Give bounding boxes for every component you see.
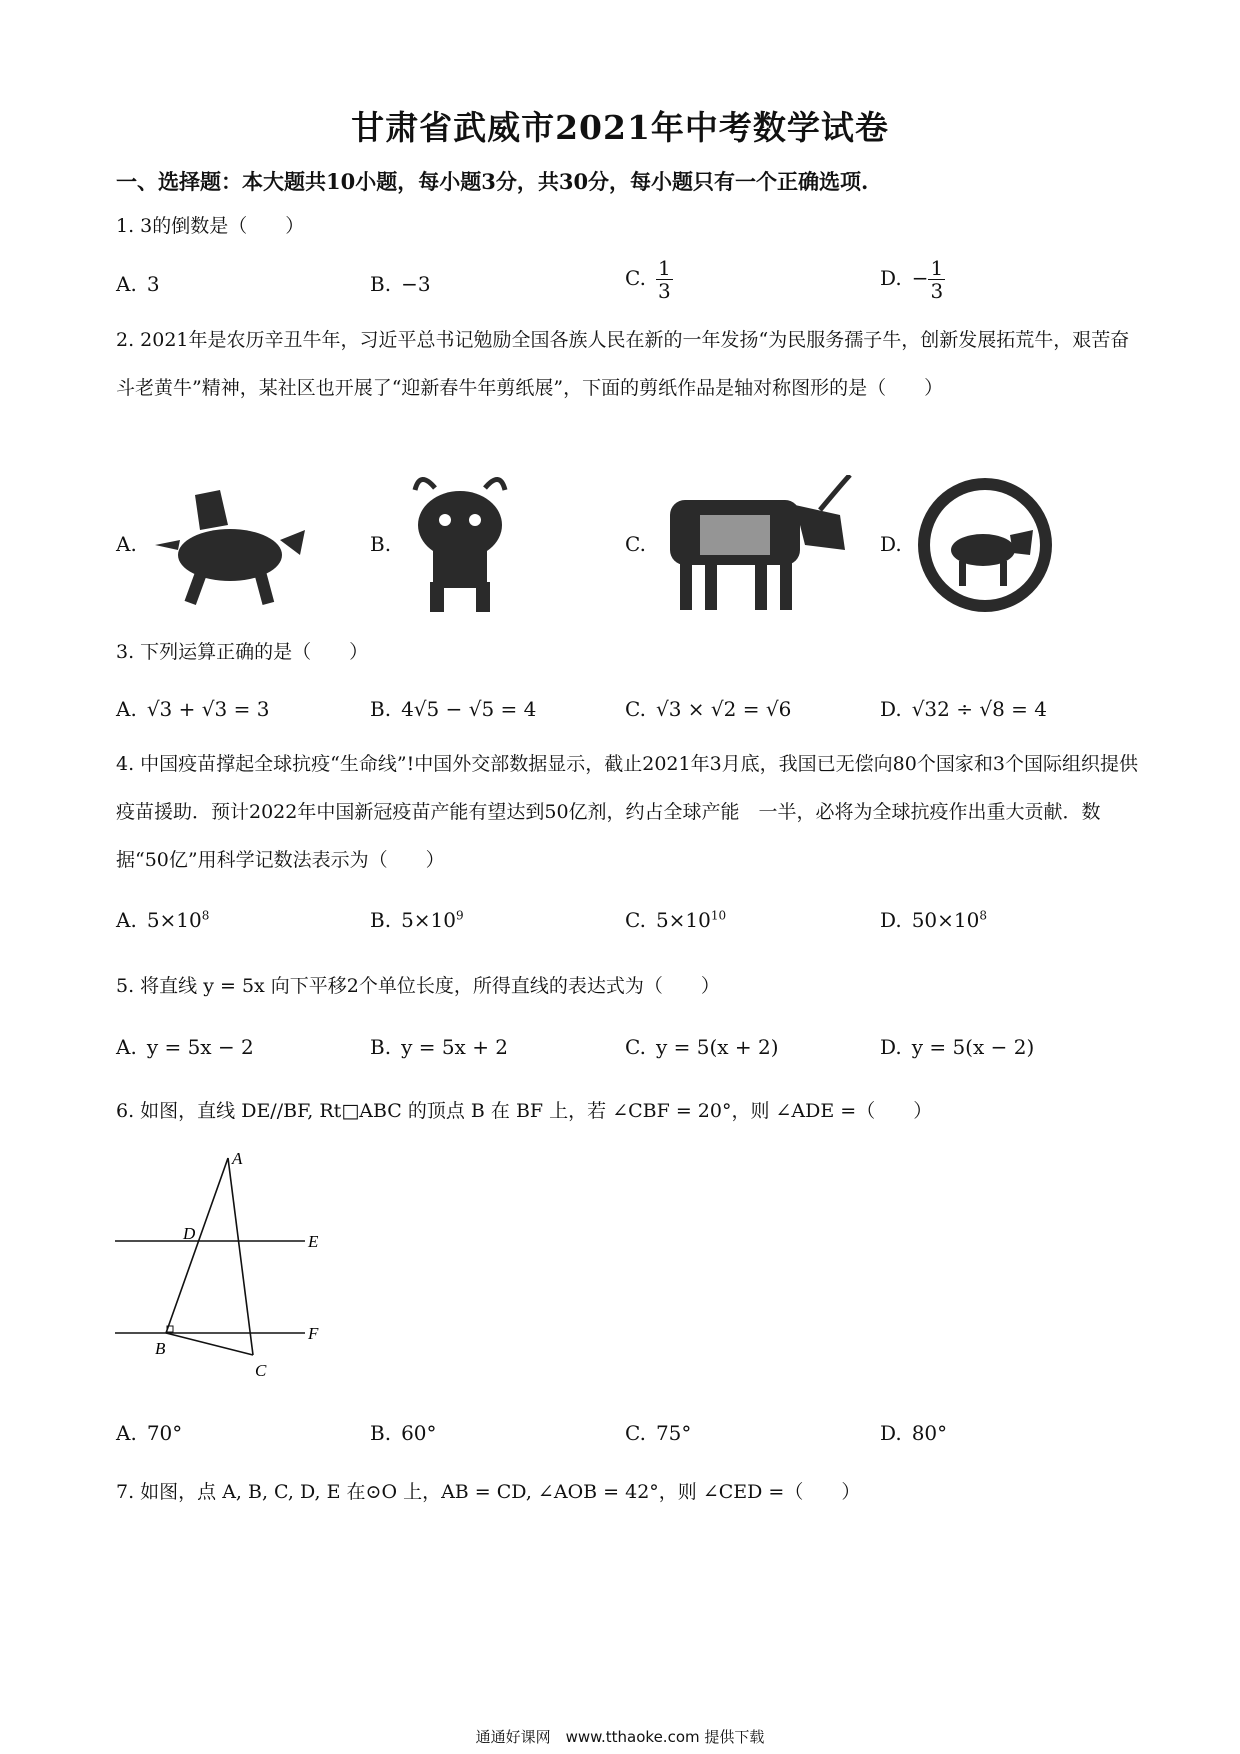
label-d: D: [183, 1224, 196, 1243]
label-c: C: [255, 1361, 267, 1380]
question-7-stem: 7. 如图，点 A, B, C, D, E 在⊙O 上，AB = CD, ∠AOB = 42°，则 ∠CED =（ ）: [116, 1481, 861, 1503]
q6-option-a[interactable]: A. 70°: [116, 1421, 183, 1445]
q1-option-b[interactable]: B. −3: [370, 272, 431, 296]
q2-option-d[interactable]: D.: [880, 532, 902, 556]
question-3-stem: 3. 下列运算正确的是（ ）: [116, 641, 369, 663]
label-b: B: [155, 1339, 166, 1358]
segment-bc: [166, 1333, 253, 1355]
question-2-stem: 2. 2021年是农历辛丑牛年，习近平总书记勉励全国各族人民在新的一年发扬“为民服务孺子牛，创新发展拓荒牛，艰苦奋斗老黄牛”精神，某社区也开展了“迎新春牛年剪纸展”，下面的剪纸作品是轴对称图形的是（ ）: [116, 329, 1130, 399]
q5-option-b[interactable]: B. y = 5x + 2: [370, 1035, 509, 1059]
q6-option-b[interactable]: B. 60°: [370, 1421, 437, 1445]
page-title: 甘肃省武威市2021年中考数学试卷: [351, 108, 889, 147]
page-footer: 通通好课网 www.tthaoke.com 提供下载: [475, 1728, 765, 1746]
question-4-stem: 4. 中国疫苗撑起全球抗疫“生命线”!中国外交部数据显示，截止2021年3月底，我国已无偿向80个国家和3个国际组织提供疫苗援助．预计2022年中国新冠疫苗产能有望达到50亿剂，约占全球产能 一半，必将为全球抗疫作出重大贡献．数据“50亿”用科学记数法表示为（ ）: [116, 753, 1138, 871]
q3-option-c[interactable]: C. √3 × √2 = √6: [625, 697, 792, 721]
paper-cut-ox-image-c: [660, 475, 855, 615]
q1-option-d[interactable]: D. − $\frac{1}{3}$: [880, 256, 944, 303]
q2-option-a[interactable]: A.: [116, 532, 137, 556]
q6-option-c[interactable]: C. 75°: [625, 1421, 692, 1445]
q5-option-a[interactable]: A. y = 5x − 2: [116, 1035, 254, 1059]
q1-option-a[interactable]: A. 3: [116, 272, 160, 296]
q3-option-d[interactable]: D. √32 ÷ √8 = 4: [880, 697, 1048, 721]
segment-ab: [166, 1158, 228, 1333]
segment-ac: [228, 1158, 253, 1355]
q1-option-c[interactable]: C. $\frac{1}{3}$: [625, 256, 671, 303]
question-5-stem: 5. 将直线 y = 5x 向下平移2个单位长度，所得直线的表达式为（ ）: [116, 975, 720, 997]
label-f: F: [308, 1324, 319, 1343]
q3-option-a[interactable]: A. √3 + √3 = 3: [116, 697, 270, 721]
q6-option-d[interactable]: D. 80°: [880, 1421, 948, 1445]
q4-option-d[interactable]: D. $50\times 10^8$: [880, 908, 987, 932]
question-6-stem: 6. 如图，直线 DE//BF, Rt□ABC 的顶点 B 在 BF 上，若 ∠CBF = 20°，则 ∠ADE =（ ）: [116, 1100, 933, 1122]
q4-option-a[interactable]: A. $5\times 10^8$: [116, 908, 210, 932]
paper-cut-ox-image-d: [915, 475, 1055, 615]
label-e: E: [308, 1232, 319, 1251]
q2-option-b[interactable]: B.: [370, 532, 392, 556]
fraction: $\frac{1}{3}$: [930, 256, 944, 303]
section-heading: 一、选择题：本大题共10小题，每小题3分，共30分，每小题只有一个正确选项.: [116, 169, 869, 194]
label-a: A: [232, 1150, 243, 1168]
geometry-figure-q6: [110, 1150, 340, 1385]
q3-option-b[interactable]: B. 4√5 − √5 = 4: [370, 697, 537, 721]
q5-option-d[interactable]: D. y = 5(x − 2): [880, 1035, 1035, 1059]
q5-option-c[interactable]: C. y = 5(x + 2): [625, 1035, 779, 1059]
question-1-stem: 1. 3的倒数是（ ）: [116, 215, 305, 237]
paper-cut-ox-image-a: [150, 470, 310, 610]
q2-option-c[interactable]: C.: [625, 532, 646, 556]
fraction: $\frac{1}{3}$: [657, 256, 671, 303]
q4-option-c[interactable]: C. $5\times 10^{10}$: [625, 908, 727, 932]
q4-option-b[interactable]: B. $5\times 10^9$: [370, 908, 464, 932]
paper-cut-ox-image-b: [405, 470, 515, 615]
